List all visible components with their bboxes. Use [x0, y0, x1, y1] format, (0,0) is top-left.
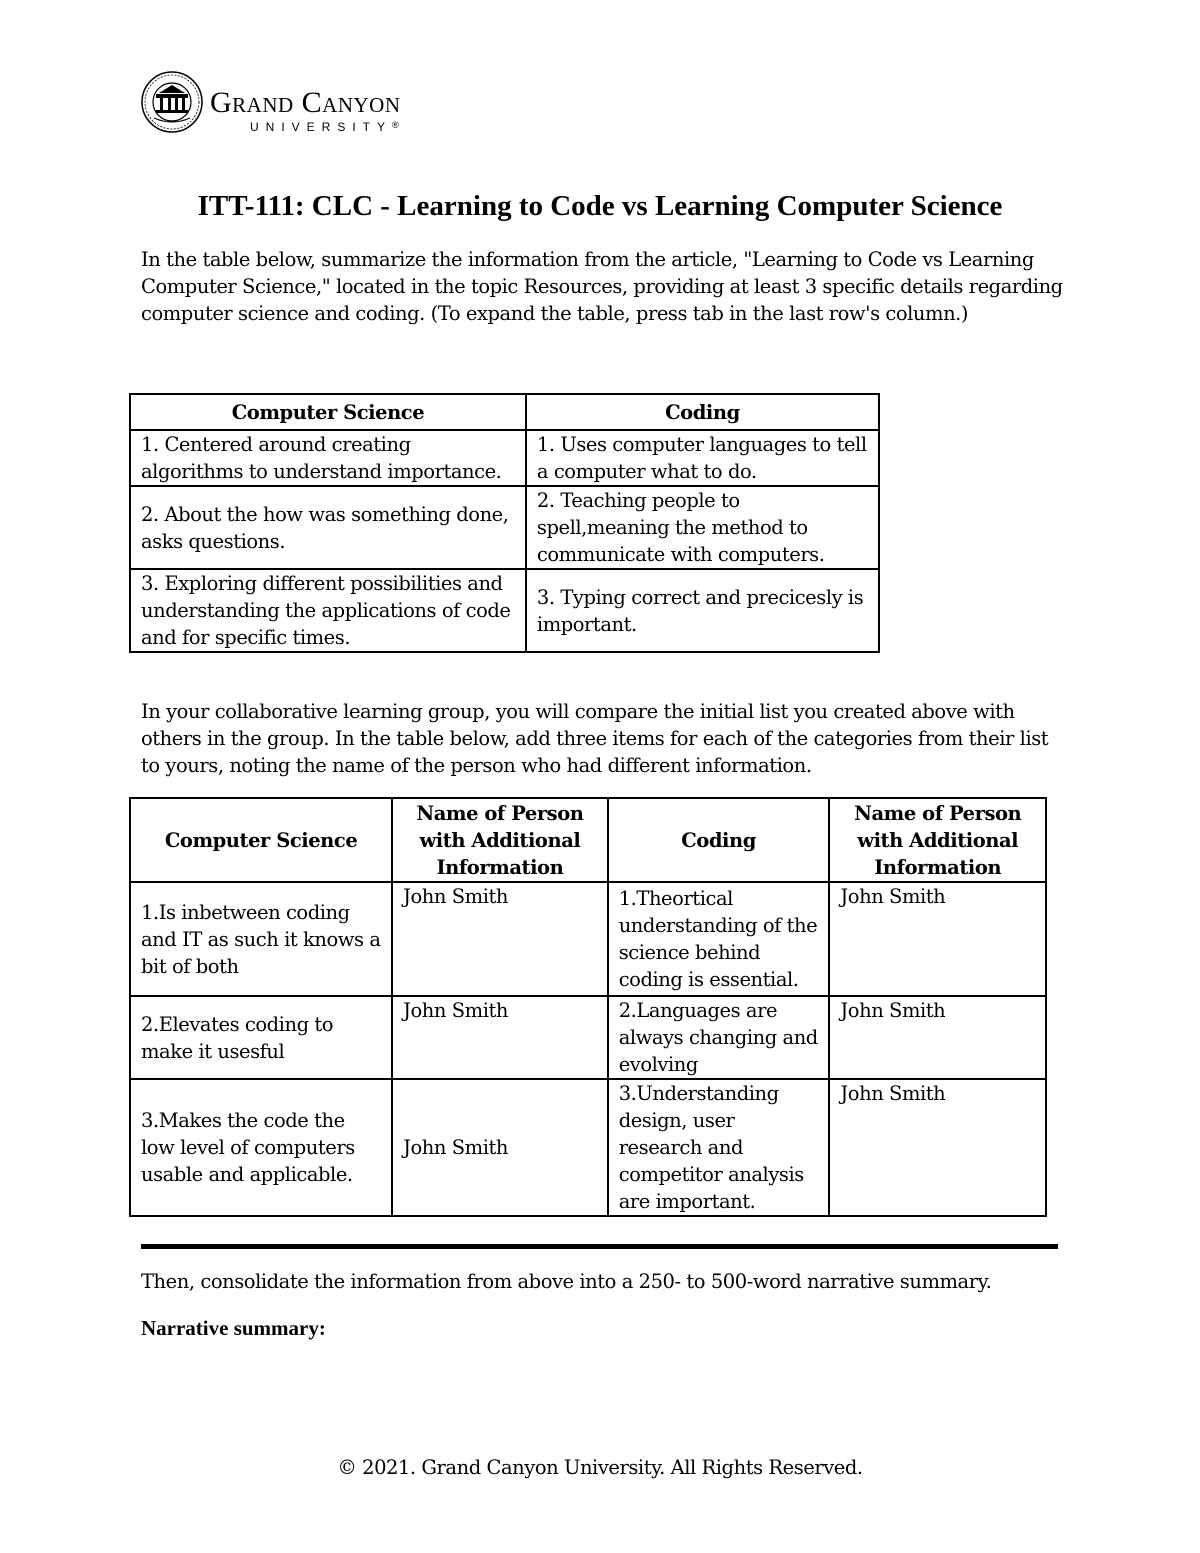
column-header: Computer Science	[130, 394, 526, 430]
table-cell: John Smith	[829, 882, 1046, 996]
registered-mark: ®	[392, 120, 399, 130]
table-cell: John Smith	[829, 996, 1046, 1079]
university-seal-icon	[140, 68, 204, 136]
consolidate-paragraph: Then, consolidate the information from above into a 250- to 500-word narrative summary.	[141, 1270, 992, 1293]
table-row	[130, 882, 1046, 996]
column-header: Name of Person with Additional Information	[392, 798, 608, 882]
table-cell: 2. About the how was something done, asks questions.	[130, 486, 526, 569]
table-cell: 3. Exploring different possibilities and understanding the applications of code and for specific times.	[130, 569, 526, 652]
horizontal-divider	[141, 1244, 1058, 1249]
table-cell: 3. Typing correct and precicesly is important.	[526, 569, 879, 652]
column-header: Computer Science	[130, 798, 392, 882]
table-row	[130, 996, 1046, 1079]
table-row	[130, 486, 879, 569]
table-cell: 3.Understanding design, user research and competitor analysis are important.	[608, 1079, 830, 1216]
table-cell: John Smith	[392, 882, 608, 996]
table-cell: John Smith	[829, 1079, 1046, 1216]
table-cell: 1. Uses computer languages to tell a computer what to do.	[526, 430, 879, 486]
intro-paragraph: In the table below, summarize the information from the article, "Learning to Code vs Learning Computer Science," located in the topic Resources, providing at least 3 specific details regarding computer science and coding. (To expand the table, press tab in the last row's column.)	[141, 248, 1063, 325]
table-header-row	[130, 394, 879, 430]
table-cell: 2.Languages are always changing and evolving	[608, 996, 830, 1079]
table-cell: 2.Elevates coding to make it usesful	[130, 996, 392, 1079]
table-cell: 1. Centered around creating algorithms to understand importance.	[130, 430, 526, 486]
logo-sub	[250, 120, 399, 134]
table-cell: 1.Theortical understanding of the science behind coding is essential.	[608, 882, 830, 996]
table-row	[130, 430, 879, 486]
table-header-row	[130, 798, 1046, 882]
table-cell: 1.Is inbetween coding and IT as such it knows a bit of both	[130, 882, 392, 996]
table-row	[130, 1079, 1046, 1216]
page-title: ITT-111: CLC - Learning to Code vs Learning Computer Science	[197, 190, 1003, 222]
narrative-summary-label: Narrative summary:	[141, 1316, 326, 1340]
collaboration-table	[129, 797, 1047, 1217]
column-header: Coding	[608, 798, 830, 882]
table-cell: 3.Makes the code the low level of computers usable and applicable.	[130, 1079, 392, 1216]
table-row	[130, 569, 879, 652]
university-logo	[140, 68, 440, 138]
summary-table	[129, 393, 880, 653]
collab-paragraph: In your collaborative learning group, you will compare the initial list you created above with others in the group. In the table below, add three items for each of the categories from their list to yours, noting the name of the person who had different information.	[141, 700, 1049, 777]
column-header: Name of Person with Additional Information	[829, 798, 1046, 882]
copyright-footer: © 2021. Grand Canyon University. All Rights Reserved.	[337, 1456, 863, 1479]
column-header: Coding	[526, 394, 879, 430]
table-cell: 2. Teaching people to spell,meaning the method to communicate with computers.	[526, 486, 879, 569]
table-cell: John Smith	[392, 996, 608, 1079]
table-cell: John Smith	[392, 1079, 608, 1216]
logo-name: Grand Canyon	[210, 86, 401, 119]
logo-sub-text: UNIVERSITY	[250, 120, 393, 134]
